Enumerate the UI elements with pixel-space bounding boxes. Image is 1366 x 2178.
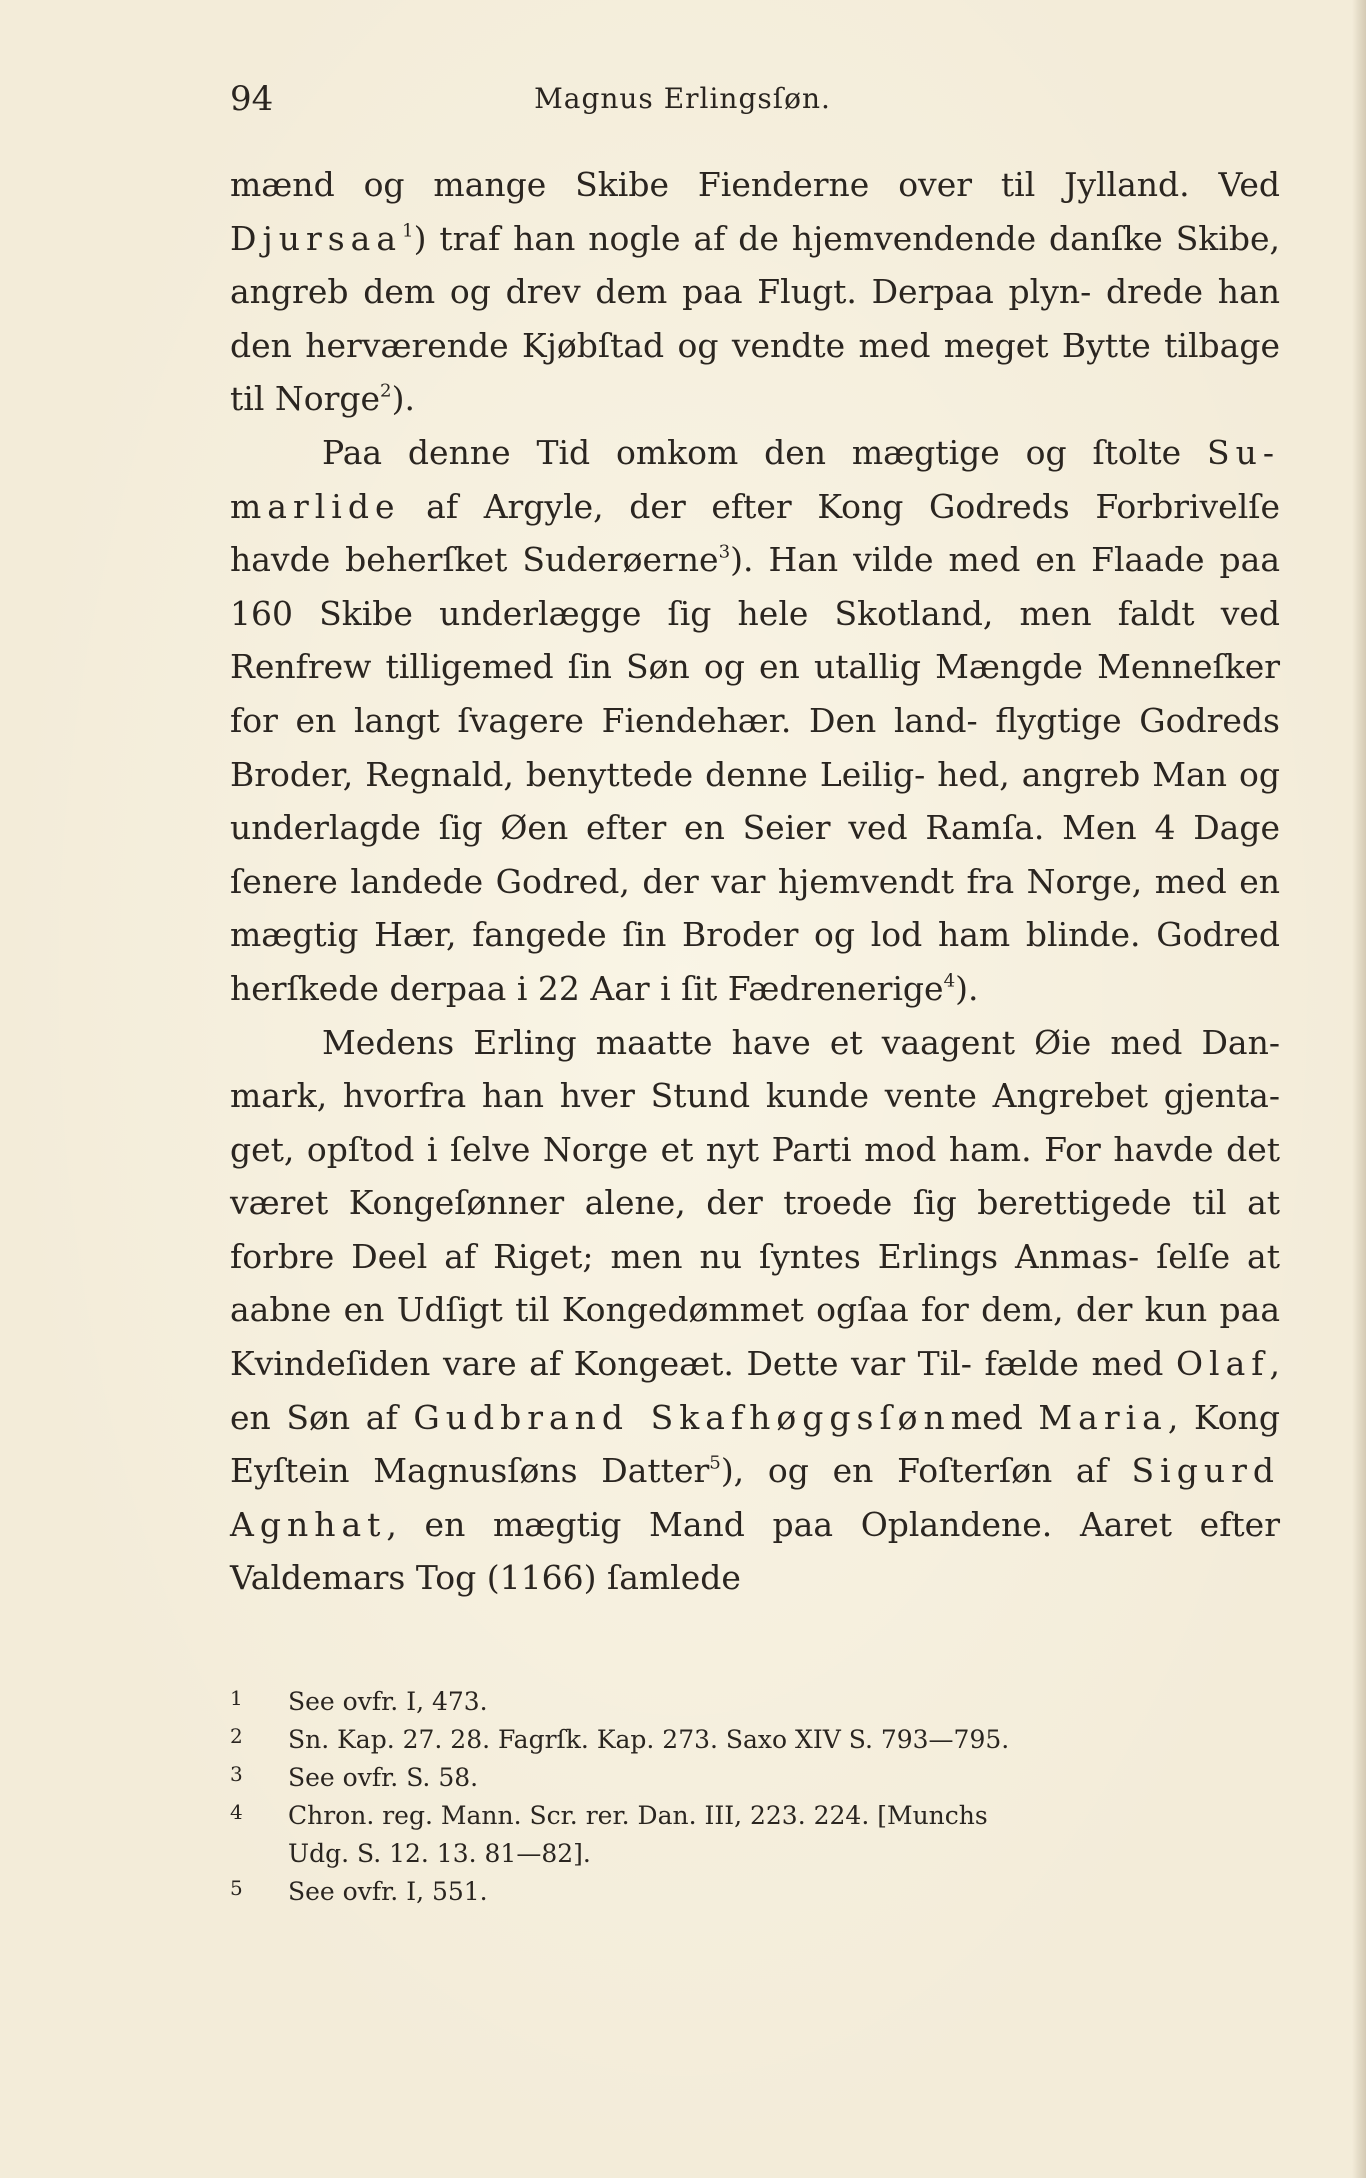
text-run: ), og en: [720, 1451, 898, 1491]
spaced-name: marlide: [230, 486, 401, 526]
text-run: Oplandene. Aaret efter Valdemars Tog (1166) ſamlede: [230, 1504, 1280, 1598]
paragraph: [230, 158, 1280, 426]
spaced-name: Sigurd Agnhat: [230, 1451, 1280, 1544]
footnote-ref: 3: [718, 541, 731, 563]
footnote-ref: 2: [380, 380, 392, 402]
spaced-name: Gudbrand Skafhøggsſøn: [413, 1397, 951, 1437]
footnote: [230, 1721, 1280, 1759]
page-number: 94: [230, 79, 274, 119]
footnote: [230, 1683, 1280, 1721]
text-run: at forbre Deel af Riget; men nu ſyntes Erlings Anmas-: [230, 1183, 1280, 1276]
paragraph: [230, 1016, 1280, 1606]
text-run: flygtige Godreds Broder, Regnald, benyttede denne Leilig-: [230, 700, 1280, 794]
text-run: ſelſe at aabne en Udſigt til Kongedømmet ogſaa for dem,: [230, 1236, 1280, 1330]
text-run: Menneſker for en langt ſvagere Fiendehær. Den land-: [230, 647, 1280, 740]
text-run: hed, angreb Man og underlagde ſig Øen efter en Seier: [230, 754, 1280, 848]
text-run: drede han den herværende Kjøbſtad og vendte med meget: [230, 272, 1280, 365]
footnote-mark: 3: [230, 1762, 243, 1786]
text-run: af Argyle, der efter Kong Godreds Forbrivelſe: [400, 486, 1280, 526]
text-run: Broder og lod ham blinde. Godred herſkede derpaa i 22: [230, 915, 1280, 1008]
footnote-mark: 1: [230, 1686, 243, 1710]
text-run: fælde med: [984, 1344, 1176, 1384]
page-edge-shadow: [1352, 0, 1366, 2178]
text-run: med: [950, 1397, 1039, 1437]
footnote-line: Chron. reg. Mann. Scr. rer. Dan. III, 223. 224. [Munchs: [288, 1801, 988, 1830]
spaced-name: Su-: [1206, 432, 1280, 472]
text-run: ) traf han nogle af de hjemvendende danſke: [413, 218, 1176, 258]
text-run: , Kong Eyſtein Magnusſøns Datter: [230, 1397, 1281, 1491]
text-run: get, opſtod i ſelve Norge et nyt Parti mod ham. For havde: [230, 1129, 1227, 1169]
footnote-mark: 4: [230, 1800, 243, 1824]
text-run: ).: [955, 968, 979, 1008]
footnote-line: See ovfr. I, 551.: [288, 1877, 488, 1906]
text-run: Skibe, angreb dem og drev dem paa Flugt. Derpaa plyn-: [230, 218, 1280, 312]
text-run: ved Ramſa. Men 4 Dage ſenere landede Godred, der var: [230, 808, 1280, 901]
footnote: [230, 1873, 1280, 1911]
footnote-ref: 5: [709, 1452, 721, 1474]
text-run: ).: [391, 379, 415, 419]
text-run: det været Kongeſønner alene, der troede ſig berettigede til: [230, 1129, 1280, 1223]
footnote-ref: 4: [943, 970, 956, 992]
text-run: ved Renfrew tilligemed ſin Søn og en utallig Mængde: [230, 593, 1280, 687]
footnote-line: See ovfr. I, 473.: [288, 1687, 488, 1716]
footnote: [230, 1759, 1280, 1797]
footnote: [230, 1797, 1280, 1873]
text-run: Bytte tilbage til Norge: [230, 325, 1280, 419]
text-run: Aar i ſit Fædrenerige: [590, 968, 944, 1008]
spaced-name: Olaf: [1175, 1344, 1270, 1384]
text-run: Paa denne Tid omkom den mægtige og ſtolte: [322, 432, 1207, 472]
page-header: [230, 74, 1135, 124]
footnote-line: See ovfr. S. 58.: [288, 1763, 479, 1792]
spaced-name: Djursaa: [230, 218, 403, 258]
text-run: ). Han vilde med en Flaade: [730, 540, 1220, 580]
spaced-name: Maria: [1038, 1397, 1168, 1437]
text-run: , en Søn af: [230, 1344, 1280, 1437]
text-run: , en mægtig Mand paa: [386, 1504, 861, 1544]
text-run: havde beherſket Suderøerne: [230, 540, 719, 580]
text-run: paa 160 Skibe underlægge ſig hele Skotland, men faldt: [230, 540, 1280, 633]
text-run: mark, hvorfra han hver Stund kunde vente Angrebet gjenta-: [230, 1076, 1280, 1116]
text-run: Foſterſøn af: [897, 1451, 1132, 1491]
footnote-mark: 5: [230, 1876, 243, 1900]
paragraph: [230, 426, 1280, 1016]
text-run: Medens Erling maatte have et vaagent Øie med Dan-: [322, 1022, 1280, 1062]
running-head: Magnus Erlingsſøn.: [534, 82, 831, 115]
body-text: [230, 158, 1280, 1605]
text-run: der kun paa Kvindeſiden vare af Kongeæt. Dette var Til-: [230, 1290, 1280, 1384]
text-run: hjemvendt fra Norge, med en mægtig Hær, fangede ſin: [230, 861, 1280, 955]
footnote-line: Sn. Kap. 27. 28. Fagrſk. Kap. 273. Saxo XIV S. 793—795.: [288, 1725, 1010, 1754]
footnote-mark: 2: [230, 1724, 243, 1748]
footnote-ref: 1: [402, 219, 414, 241]
footnotes: [230, 1683, 1280, 1911]
text-run: mænd og mange Skibe Fienderne over til Jylland. Ved: [230, 165, 1280, 204]
footnote-line: Udg. S. 12. 13. 81—82].: [288, 1839, 591, 1868]
